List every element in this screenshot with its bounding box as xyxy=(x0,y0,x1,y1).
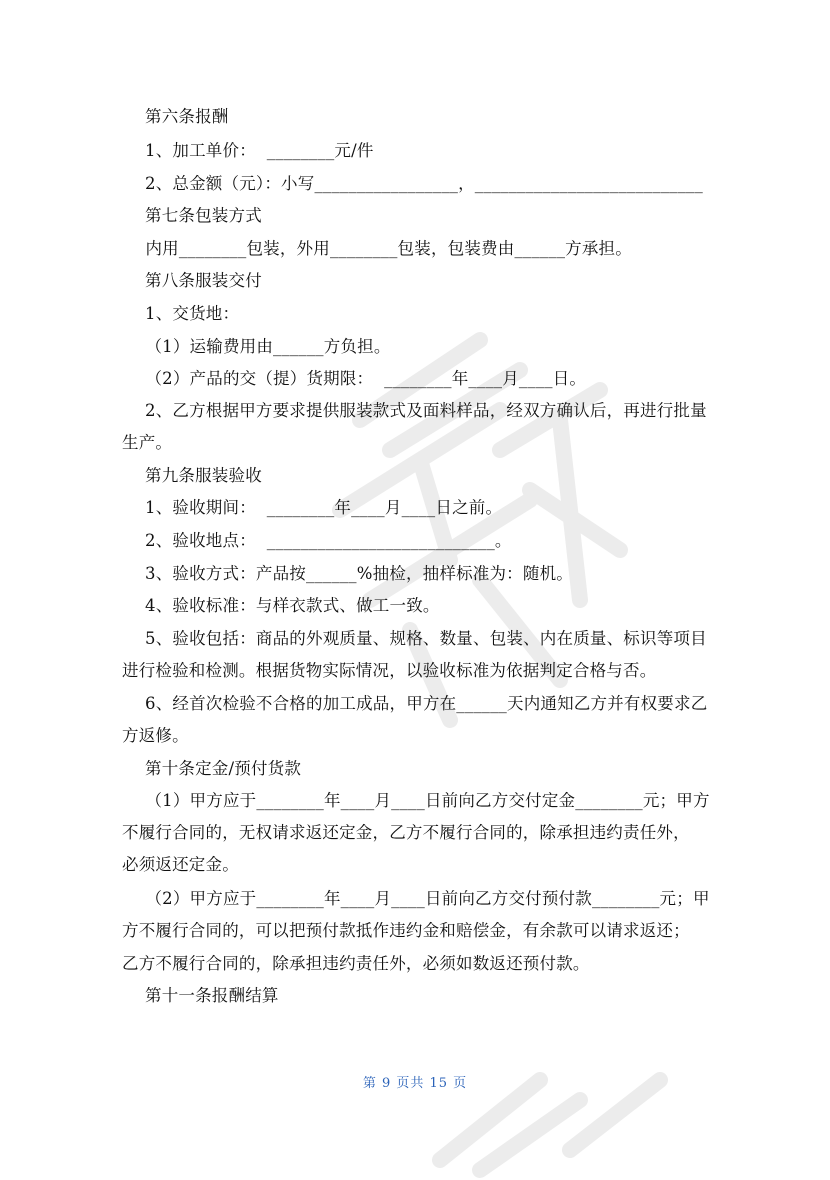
delivery-place: 1、交货地： xyxy=(145,304,240,323)
inspection-standard: 4、验收标准：与样衣款式、做工一致。 xyxy=(145,596,440,615)
first-inspection-failure-cont: 方返修。 xyxy=(122,726,189,745)
inspection-location: 2、验收地点： ___________________________。 xyxy=(145,531,512,550)
deposit-clause-cont-1: 不履行合同的，无权请求返还定金，乙方不履行合同的，除承担违约责任外， xyxy=(122,823,690,842)
watermark-bottom-icon xyxy=(420,1040,680,1180)
packaging-method: 内用________包装，外用________包装，包装费由______方承担。 xyxy=(140,239,632,258)
deposit-clause-cont-2: 必须返还定金。 xyxy=(122,855,239,874)
prepayment-clause: （2）甲方应于________年____月____日前向乙方交付预付款________元；甲 xyxy=(140,889,710,908)
article-6-heading: 第六条报酬 xyxy=(145,107,229,126)
article-7-heading: 第七条包装方式 xyxy=(145,206,262,225)
sample-confirmation: 2、乙方根据甲方要求提供服装款式及面料样品，经双方确认后，再进行批量 xyxy=(145,401,707,420)
prepayment-clause-cont-2: 乙方不履行合同的，除承担违约责任外，必须如数返还预付款。 xyxy=(122,954,590,973)
first-inspection-failure: 6、经首次检验不合格的加工成品，甲方在______天内通知乙方并有权要求乙 xyxy=(145,694,708,713)
delivery-deadline: （2）产品的交（提）货期限： ________年____月____日。 xyxy=(140,369,587,388)
article-10-heading: 第十条定金/预付货款 xyxy=(145,759,302,778)
sample-confirmation-cont: 生产。 xyxy=(122,433,173,452)
total-amount: 2、总金额（元）：小写_________________，___________________________ xyxy=(145,174,703,193)
article-8-heading: 第八条服装交付 xyxy=(145,271,262,290)
inspection-scope: 5、验收包括：商品的外观质量、规格、数量、包装、内在质量、标识等项目 xyxy=(145,629,707,648)
processing-unit-price: 1、加工单价： ________元/件 xyxy=(145,141,374,160)
prepayment-clause-cont-1: 方不履行合同的，可以把预付款抵作违约金和赔偿金，有余款可以请求返还； xyxy=(122,921,690,940)
inspection-method: 3、验收方式：产品按______%抽检，抽样标准为：随机。 xyxy=(145,564,573,583)
article-11-heading: 第十一条报酬结算 xyxy=(145,986,279,1005)
deposit-clause: （1）甲方应于________年____月____日前向乙方交付定金________元；甲方 xyxy=(140,791,710,810)
page-footer: 第 9 页共 15 页 xyxy=(362,1076,468,1091)
inspection-scope-cont: 进行检验和检测。根据货物实际情况，以验收标准为依据判定合格与否。 xyxy=(122,661,657,680)
transport-cost: （1）运输费用由______方负担。 xyxy=(140,337,391,356)
inspection-period: 1、验收期间： ________年____月____日之前。 xyxy=(145,498,503,517)
article-9-heading: 第九条服装验收 xyxy=(145,466,262,485)
